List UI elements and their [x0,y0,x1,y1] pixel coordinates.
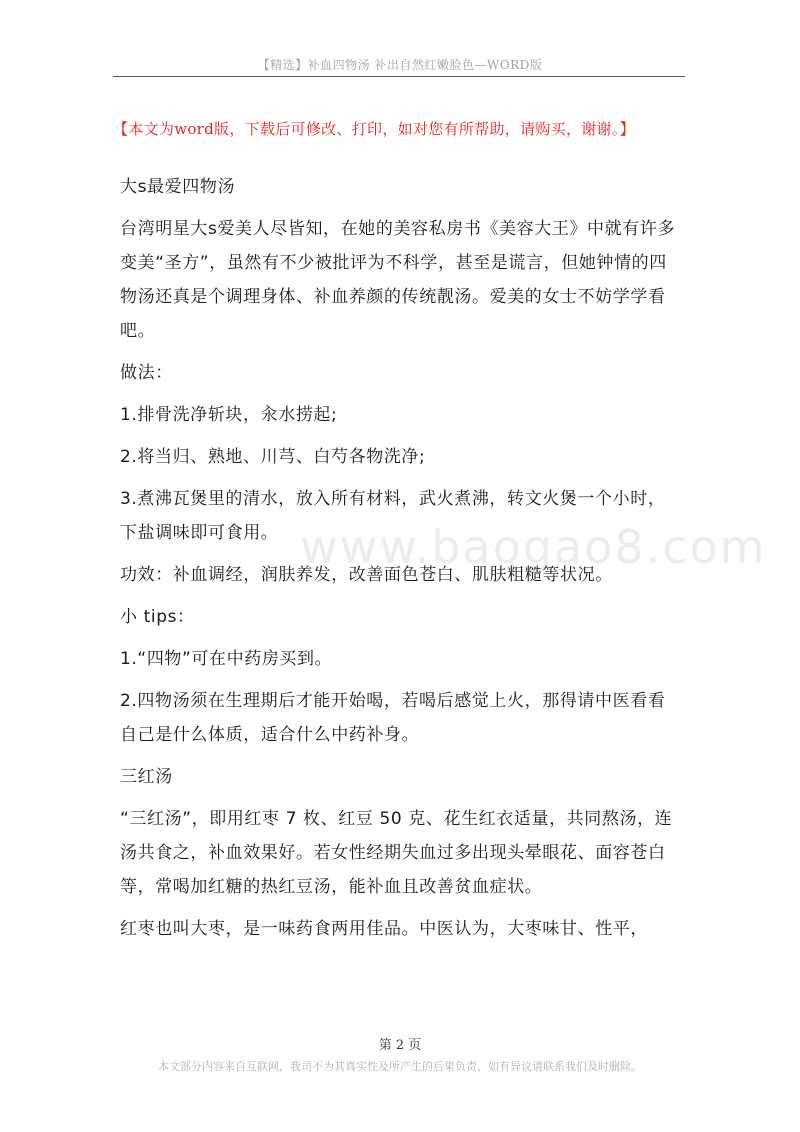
page-number: 第 2 页 [378,1038,422,1053]
three-red-soup-paragraph: “三红汤”，即用红枣 7 枚、红豆 50 克、花生红衣适量，共同熬汤，连汤共食之，补血效果好。若女性经期失血过多出现头晕眼花、面容苍白等，常喝加红糖的热红豆汤，能补血且改善贫血症状。 [120,809,673,897]
tip-1: 1.“四物”可在中药房买到。 [120,649,333,669]
efficacy-paragraph: 功效：补血调经，润肤养发，改善面色苍白、肌肤粗糙等状况。 [120,565,613,585]
section-heading-three-red-soup: 三红汤 [120,767,173,787]
method-heading: 做法： [120,363,173,383]
header-title: 【精选】补血四物汤 补出自然红嫩脸色—WORD版 [257,58,543,72]
purchase-notice: 【本文为word版，下载后可修改、打印，如对您有所帮助，请购买，谢谢。】 [113,120,635,138]
method-step-1: 1.排骨洗净斩块，汆水捞起; [120,405,338,425]
section-heading-four-herb-soup: 大s最爱四物汤 [120,177,236,197]
method-step-2: 2.将当归、熟地、川芎、白芍各物洗净; [120,447,426,467]
watermark-text: www.baogao8.com [300,520,767,574]
tips-heading: 小 tips： [120,607,195,627]
intro-paragraph: 台湾明星大s爱美人尽皆知，在她的美容私房书《美容大王》中就有许多变美“圣方”，虽然有不少被批评为不科学，甚至是谎言，但她钟情的四物汤还真是个调理身体、补血养颜的传统靓汤。爱美的女士不妨学学看吧。 [120,219,676,341]
method-step-3: 3.煮沸瓦煲里的清水，放入所有材料，武火煮沸，转文火煲一个小时，下盐调味即可食用。 [120,489,666,543]
tip-2: 2.四物汤须在生理期后才能开始喝，若喝后感觉上火，那得请中医看看自己是什么体质，适合什么中药补身。 [120,691,666,745]
header-divider [113,76,685,77]
red-date-paragraph: 红枣也叫大枣，是一味药食两用佳品。中医认为，大枣味甘、性平， [120,919,648,939]
document-body [120,170,682,954]
footer-disclaimer: 本文部分内容来自互联网，我司不为其真实性及所产生的后果负责，如有异议请联系我们及时删除。 [158,1060,642,1073]
